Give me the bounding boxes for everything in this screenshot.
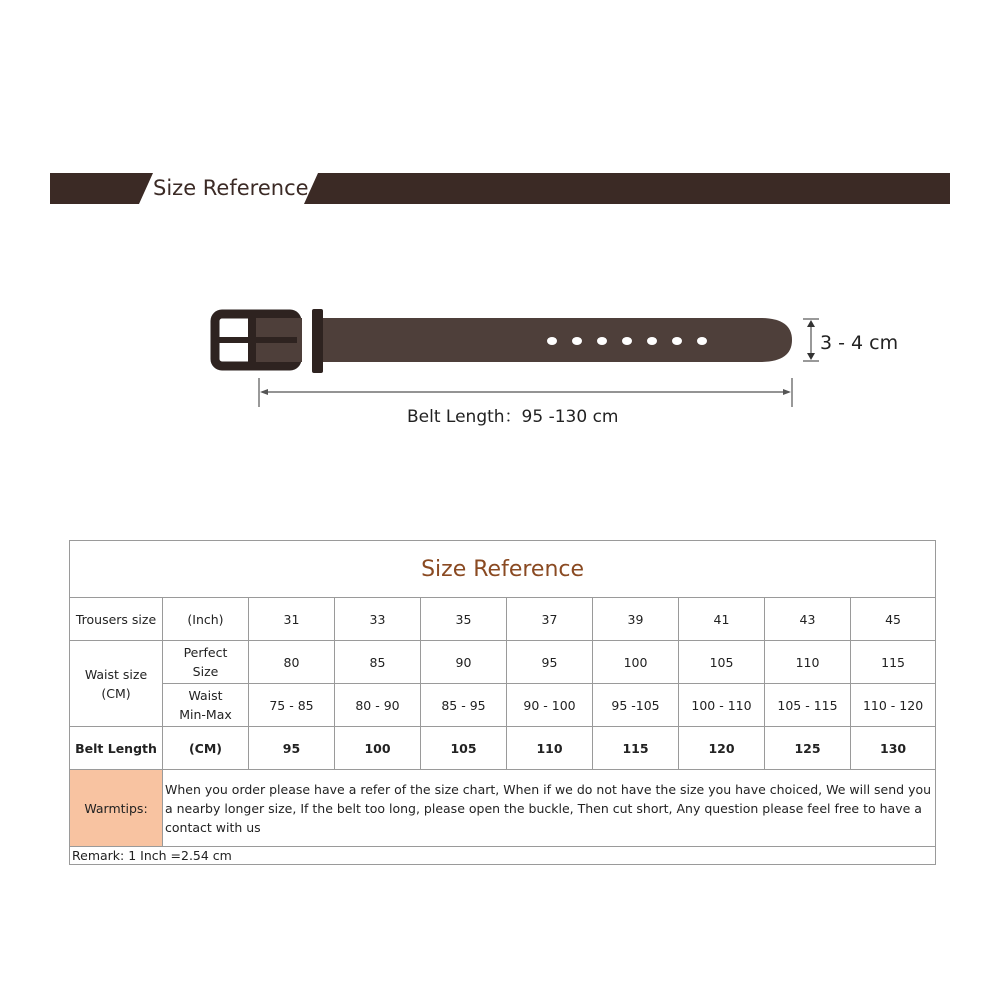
belt-length-row xyxy=(70,727,936,770)
perfect-size-label xyxy=(163,641,249,684)
trousers-size-label: Trousers size xyxy=(70,598,163,641)
table-cell: 130 xyxy=(851,727,936,770)
table-cell: 85 xyxy=(335,641,421,684)
trousers-size-unit: (Inch) xyxy=(163,598,249,641)
table-cell: 35 xyxy=(421,598,507,641)
table-cell: 37 xyxy=(507,598,593,641)
belt-illustration xyxy=(200,295,920,435)
table-cell: 110 xyxy=(507,727,593,770)
table-cell: 39 xyxy=(593,598,679,641)
table-cell: 85 - 95 xyxy=(421,684,507,727)
warmtips-row xyxy=(70,770,936,847)
table-cell: 90 - 100 xyxy=(507,684,593,727)
banner-title: Size Reference xyxy=(153,176,309,200)
table-cell: 125 xyxy=(765,727,851,770)
belt-length-unit: (CM) xyxy=(163,727,249,770)
perfect-size-label-line1: Perfect xyxy=(183,645,228,660)
size-reference-table xyxy=(69,540,936,865)
table-cell: 100 xyxy=(335,727,421,770)
table-cell: 105 - 115 xyxy=(765,684,851,727)
table-cell: 95 xyxy=(249,727,335,770)
table-cell: 75 - 85 xyxy=(249,684,335,727)
warmtips-text: When you order please have a refer of the size chart, When if we do not have the size you have choiced, We will send you a nearby longer size, If the belt too long, please open the buckle, Then cut short, Any question please feel free to have a contact with us xyxy=(163,770,936,847)
table-title: Size Reference xyxy=(70,541,936,598)
table-cell: 95 xyxy=(507,641,593,684)
table-cell: 95 -105 xyxy=(593,684,679,727)
table-cell: 100 - 110 xyxy=(679,684,765,727)
waist-size-label xyxy=(70,641,163,727)
table-cell: 110 xyxy=(765,641,851,684)
waist-minmax-label xyxy=(163,684,249,727)
table-cell: 115 xyxy=(593,727,679,770)
table-cell: 100 xyxy=(593,641,679,684)
waist-size-label-line2: (CM) xyxy=(101,685,131,701)
waist-size-label-line1: Waist size xyxy=(84,666,148,682)
table-cell: 105 xyxy=(679,641,765,684)
table-cell: 43 xyxy=(765,598,851,641)
belt-keeper xyxy=(312,309,323,373)
remark-text: Remark: 1 Inch =2.54 cm xyxy=(70,847,936,865)
belt-length-label: Belt Length：95 -130 cm xyxy=(407,407,619,427)
waist-minmax-label-line1: Waist xyxy=(188,688,223,703)
table-cell: 31 xyxy=(249,598,335,641)
waist-minmax-label-line2: Min-Max xyxy=(179,707,232,722)
table-cell: 45 xyxy=(851,598,936,641)
table-title-row xyxy=(70,541,936,598)
table-cell: 115 xyxy=(851,641,936,684)
trousers-size-row xyxy=(70,598,936,641)
waist-perfect-row xyxy=(70,641,936,684)
width-dimension-arrow xyxy=(803,319,819,361)
perfect-size-label-line2: Size xyxy=(192,664,219,679)
belt-length-label: Belt Length xyxy=(70,727,163,770)
table-cell: 110 - 120 xyxy=(851,684,936,727)
table-cell: 80 xyxy=(249,641,335,684)
table-cell: 80 - 90 xyxy=(335,684,421,727)
table-cell: 90 xyxy=(421,641,507,684)
size-reference-banner xyxy=(50,173,950,204)
table-cell: 105 xyxy=(421,727,507,770)
table-cell: 41 xyxy=(679,598,765,641)
remark-row xyxy=(70,847,936,865)
belt-width-label: 3 - 4 cm xyxy=(820,332,899,354)
waist-minmax-row xyxy=(70,684,936,727)
warmtips-label: Warmtips: xyxy=(70,770,163,847)
table-cell: 33 xyxy=(335,598,421,641)
table-cell: 120 xyxy=(679,727,765,770)
